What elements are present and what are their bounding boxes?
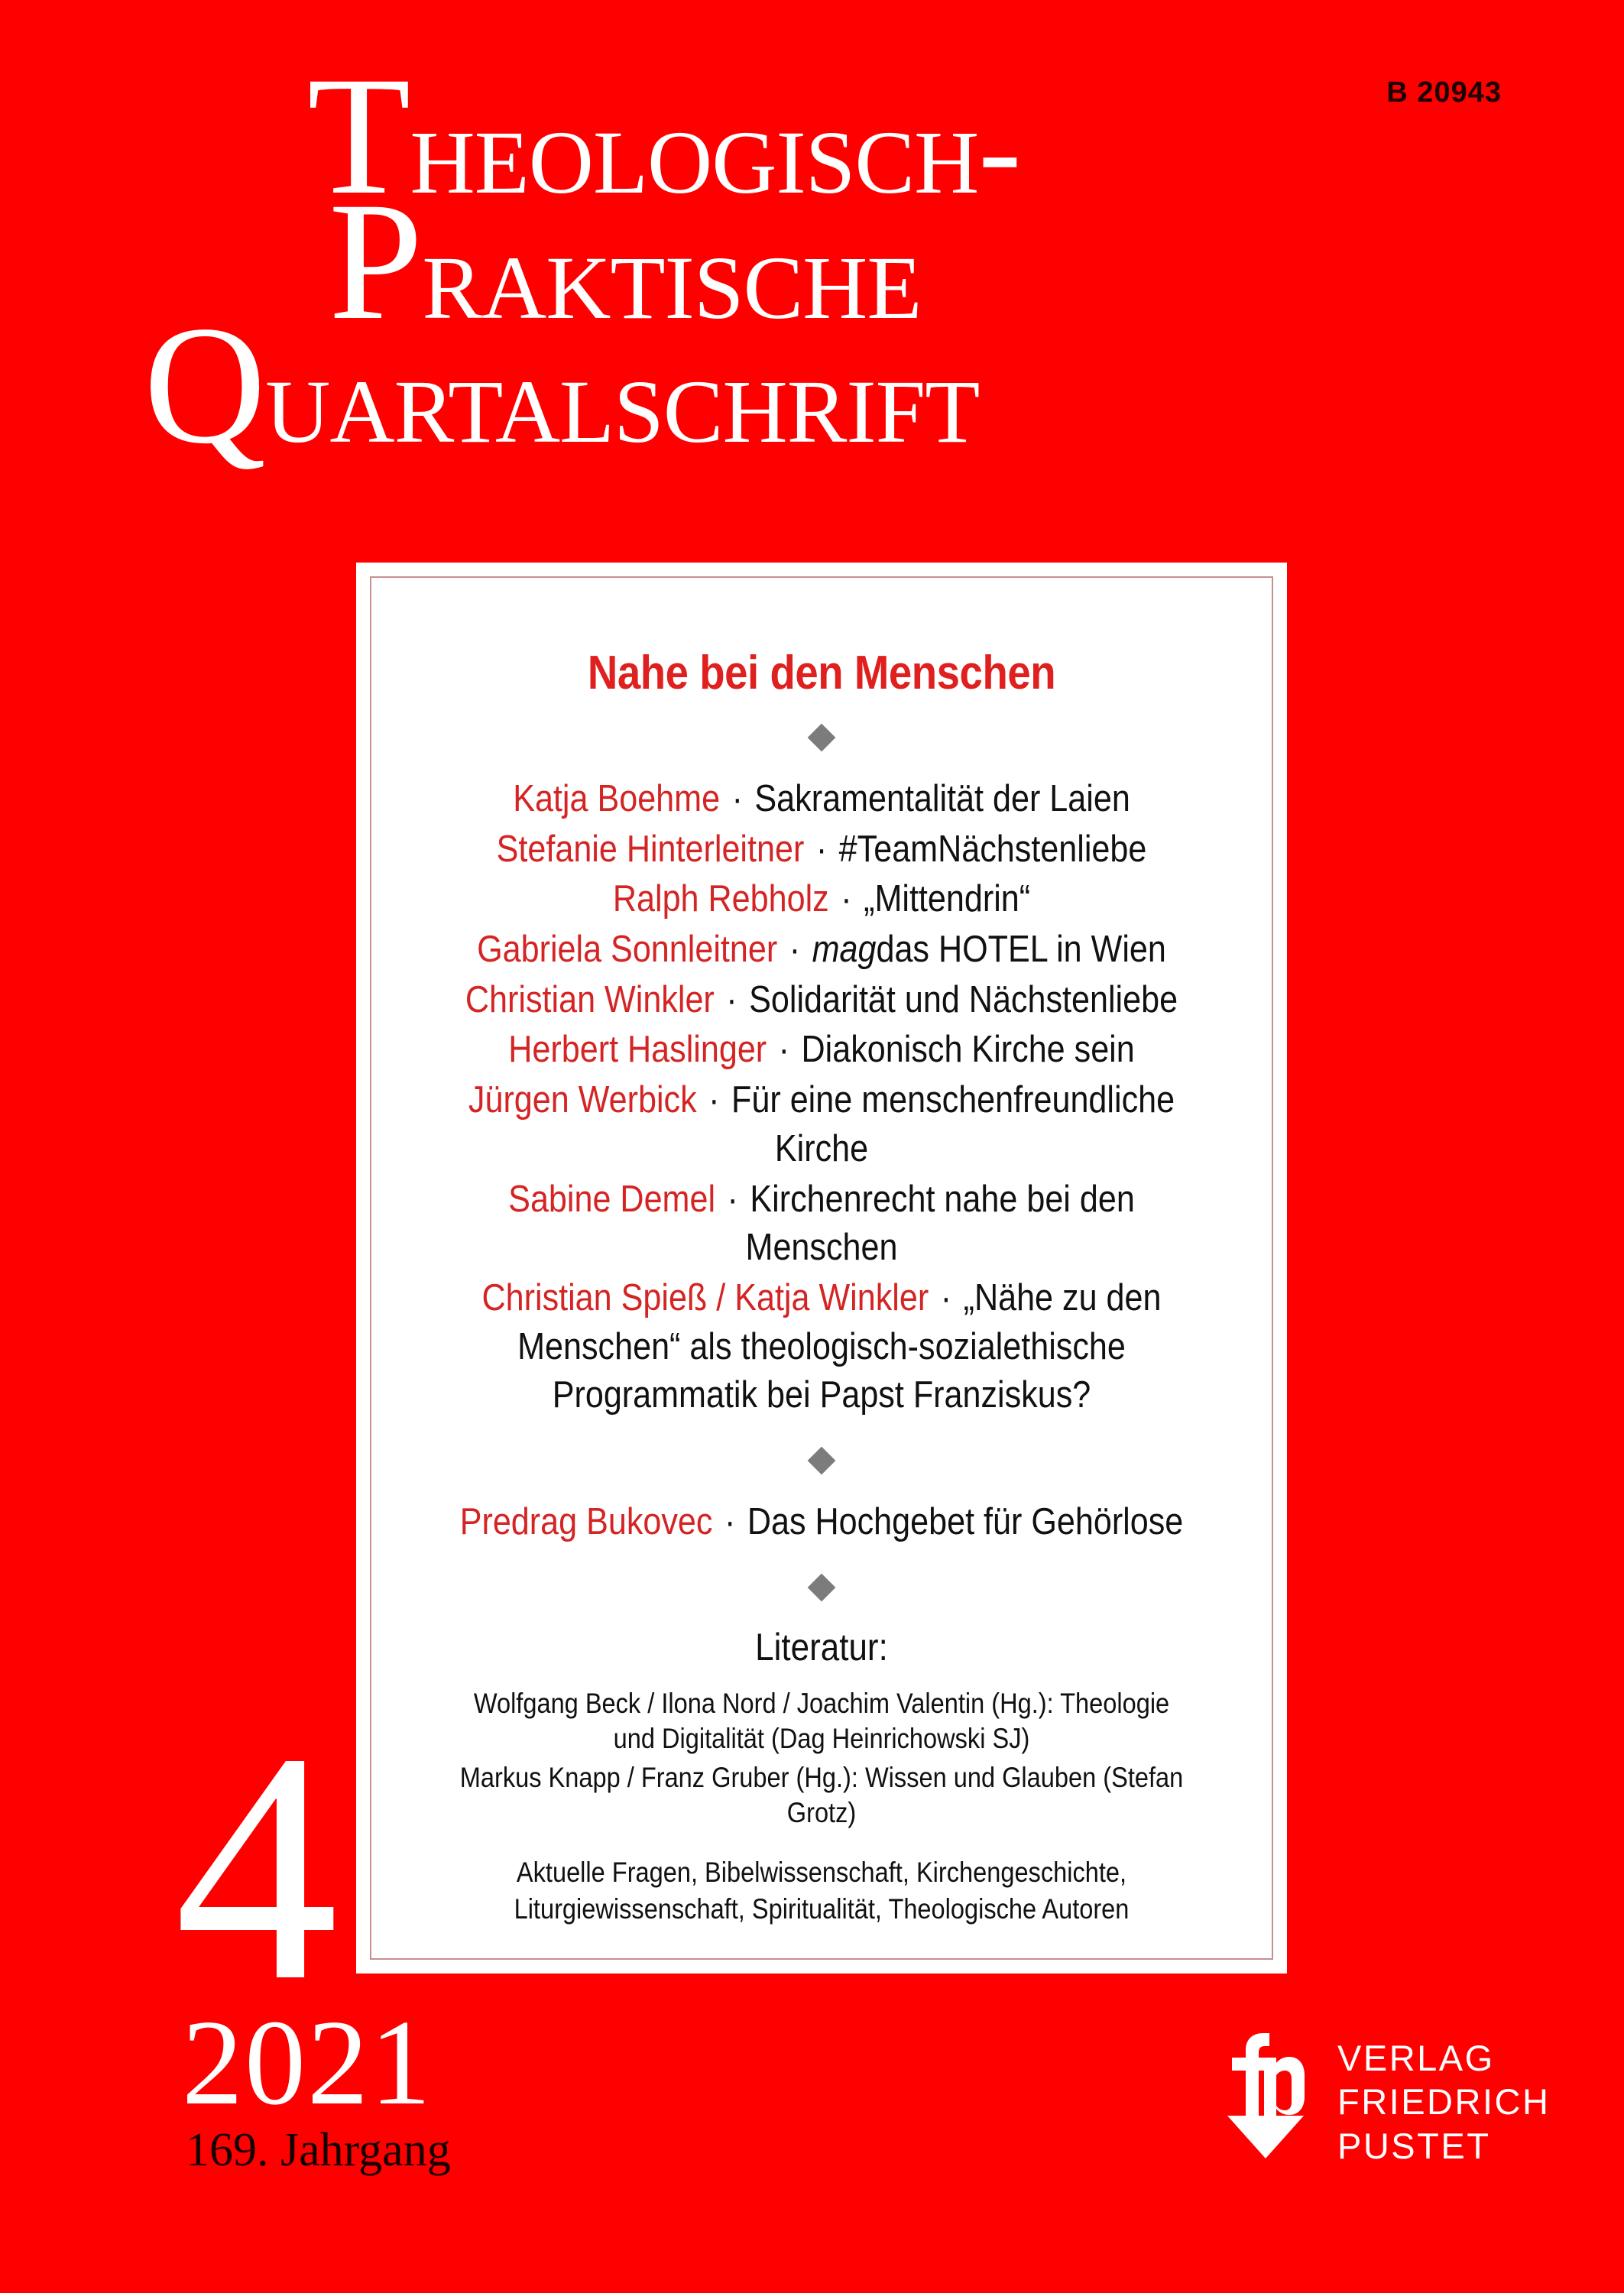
- masthead-line-1: [0, 41, 1624, 229]
- toc-entry-title: Kirchenrecht nahe bei den Menschen: [745, 1178, 1135, 1269]
- diamond-icon: [808, 1573, 836, 1601]
- diamond-icon: [808, 1447, 836, 1475]
- literature-heading: Literatur:: [755, 1625, 888, 1669]
- toc-entry-separator: ·: [780, 929, 810, 971]
- toc-entry-author: Predrag Bukovec: [459, 1500, 713, 1542]
- toc-entry-title: Sakramentalität der Laien: [754, 778, 1130, 819]
- table-of-contents: [407, 775, 1237, 1420]
- issue-code: B 20943: [1386, 76, 1502, 109]
- publisher-name-line-3: PUSTET: [1337, 2125, 1491, 2166]
- toc-entry-title: #TeamNächstenliebe: [838, 828, 1147, 870]
- content-panel: [356, 563, 1287, 1974]
- toc-entry-title: „Mittendrin“: [864, 878, 1031, 920]
- toc-entry: [456, 1026, 1187, 1075]
- fp-monogram-arrow-icon: [1224, 2024, 1307, 2162]
- toc-entry: [456, 1498, 1187, 1547]
- toc-entry-title: das HOTEL in Wien: [876, 929, 1166, 971]
- table-of-contents-secondary: [407, 1498, 1237, 1547]
- toc-entry-author: Gabriela Sonnleitner: [477, 929, 778, 971]
- toc-entry-separator: ·: [769, 1029, 799, 1071]
- masthead-line-2-rest: raktische: [422, 204, 922, 347]
- masthead-line-3-initial: Q: [144, 290, 266, 479]
- toc-entry-separator: ·: [806, 828, 837, 870]
- masthead-line-3: [0, 290, 1624, 479]
- publisher-logo: [1224, 2024, 1550, 2168]
- masthead-line-1-initial: T: [307, 41, 410, 229]
- toc-entry: [456, 976, 1187, 1025]
- rubrics-text: Aktuelle Fragen, Bibelwissenschaft, Kirchengeschichte, Liturgiewissenschaft, Spiritualität, Theologische Autoren: [514, 1857, 1130, 1925]
- toc-entry-author: Christian Winkler: [465, 978, 715, 1020]
- toc-entry-title: Diakonisch Kirche sein: [801, 1029, 1135, 1071]
- toc-entry: [456, 1076, 1187, 1173]
- toc-entry: [456, 1274, 1187, 1420]
- toc-entry-title: Das Hochgebet für Gehörlose: [747, 1500, 1184, 1542]
- toc-entry-title: „Nähe zu den Menschen“ als theologisch-sozialethische Programmatik bei Papst Franziskus?: [517, 1276, 1162, 1416]
- toc-entry-author: Jürgen Werbick: [468, 1079, 697, 1121]
- masthead-line-2-initial: P: [329, 167, 423, 355]
- toc-entry: [456, 875, 1187, 924]
- toc-entry-separator: ·: [717, 978, 747, 1020]
- toc-entry-title: Solidarität und Nächstenliebe: [749, 978, 1178, 1020]
- publisher-name-line-2: FRIEDRICH: [1337, 2081, 1551, 2123]
- masthead-line-1-rest: heologisch-: [410, 79, 1021, 221]
- toc-entry-author: Herbert Haslinger: [508, 1029, 767, 1071]
- toc-entry: [456, 926, 1187, 975]
- issue-number: 4: [174, 1685, 339, 2049]
- masthead: [0, 41, 1624, 479]
- issue-volume: 169. Jahrgang: [186, 2124, 451, 2176]
- toc-entry-separator: ·: [931, 1276, 961, 1318]
- content-panel-inner-frame: [370, 576, 1273, 1960]
- toc-entry: [456, 825, 1187, 874]
- literature-item: Wolfgang Beck / Ilona Nord / Joachim Valentin (Hg.): Theologie und Digitalität (Dag Heinrichowski SJ): [473, 1687, 1170, 1755]
- toc-entry-author: Christian Spieß / Katja Winkler: [481, 1276, 929, 1318]
- toc-entry-title-italic: mag: [812, 929, 877, 971]
- toc-entry-author: Sabine Demel: [508, 1178, 716, 1220]
- toc-entry-separator: ·: [722, 778, 752, 819]
- rubrics-list: [456, 1854, 1187, 1928]
- publisher-name-line-1: VERLAG: [1337, 2038, 1495, 2078]
- toc-entry-separator: ·: [831, 878, 861, 920]
- literature-list: [456, 1686, 1187, 1831]
- toc-entry-separator: ·: [718, 1178, 747, 1220]
- literature-item: Markus Knapp / Franz Gruber (Hg.): Wissen und Glauben (Stefan Grotz): [459, 1761, 1184, 1829]
- toc-entry-separator: ·: [715, 1500, 745, 1542]
- toc-entry-author: Stefanie Hinterleitner: [496, 828, 805, 870]
- toc-entry-title: Für eine menschenfreundliche Kirche: [731, 1079, 1175, 1169]
- toc-entry: [456, 775, 1187, 824]
- toc-entry: [456, 1176, 1187, 1273]
- issue-year: 2021: [182, 1994, 433, 2130]
- masthead-line-3-rest: uartalschrift: [265, 328, 980, 471]
- publisher-name: [1337, 2024, 1550, 2168]
- diamond-icon: [808, 724, 836, 752]
- toc-entry-separator: ·: [699, 1079, 729, 1121]
- toc-entry-author: Ralph Rebholz: [612, 878, 829, 920]
- toc-entry-author: Katja Boehme: [513, 778, 721, 819]
- issue-theme-title: Nahe bei den Menschen: [587, 647, 1056, 699]
